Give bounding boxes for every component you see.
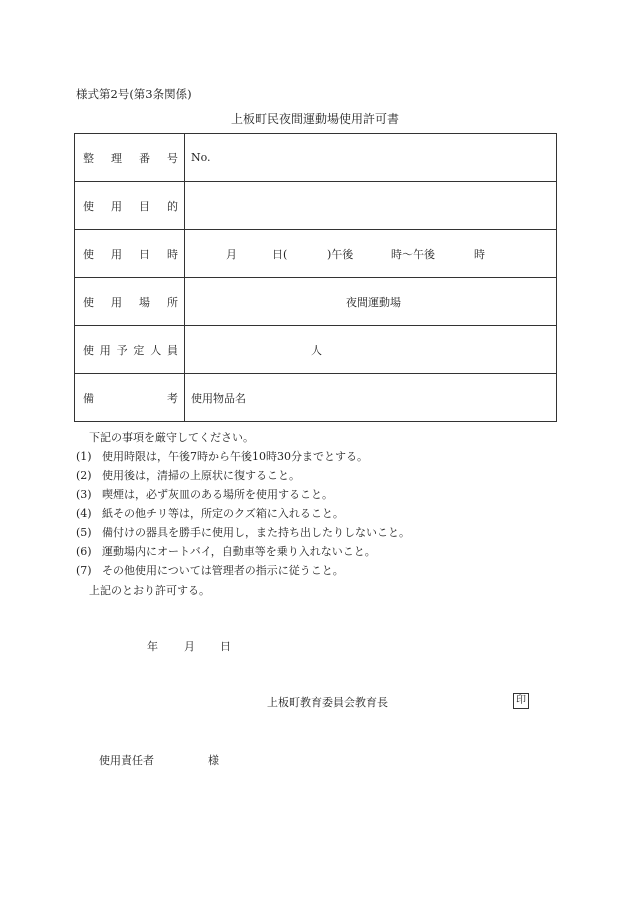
label-char: 使 xyxy=(83,295,94,309)
label-char: 用 xyxy=(99,343,111,357)
table-row-datetime xyxy=(75,230,557,278)
notice-intro: 下記の事項を厳守してください。 xyxy=(89,431,254,444)
date-month: 月 xyxy=(226,247,237,261)
rule-text: 喫煙は，必ず灰皿のある場所を使用すること。 xyxy=(102,488,333,501)
responsible-person-label: 使用責任者 xyxy=(99,754,154,767)
label-char: 使 xyxy=(83,343,94,357)
label-char: 備 xyxy=(83,391,94,405)
rule-text: 紙その他チリ等は，所定のクズ箱に入れること。 xyxy=(102,507,344,520)
time-to: 時〜午後 xyxy=(391,247,435,261)
table-row-location xyxy=(75,278,557,326)
table-row-remarks xyxy=(75,374,557,422)
closing-statement: 上記のとおり許可する。 xyxy=(89,584,210,597)
label-location xyxy=(75,278,185,326)
rule-item xyxy=(76,505,344,521)
label-char: 定 xyxy=(133,343,145,357)
issue-year: 年 xyxy=(147,640,158,653)
location-field[interactable]: 夜間運動場 xyxy=(185,278,557,326)
attendees-field[interactable] xyxy=(185,326,557,374)
rule-number: (5) xyxy=(76,526,92,539)
label-char: 所 xyxy=(167,295,178,309)
issue-day: 日 xyxy=(220,640,231,653)
table-row-ref-number xyxy=(75,134,557,182)
rule-item xyxy=(76,562,344,578)
label-char: 的 xyxy=(167,199,178,213)
label-attendees xyxy=(75,326,185,374)
time-hour: 時 xyxy=(474,247,485,261)
rule-text: 使用時限は，午後7時から午後10時30分までとする。 xyxy=(102,450,368,463)
time-pm-open: )午後 xyxy=(327,247,354,261)
purpose-field[interactable] xyxy=(185,182,557,230)
label-char: 使 xyxy=(83,199,94,213)
remarks-field[interactable]: 使用物品名 xyxy=(185,374,557,422)
label-char: 用 xyxy=(111,199,122,213)
rule-number: (4) xyxy=(76,507,92,520)
label-char: 人 xyxy=(150,343,162,357)
form-number: 様式第2号(第3条関係) xyxy=(76,87,192,101)
rule-text: 運動場内にオートバイ，自動車等を乗り入れないこと。 xyxy=(102,545,376,558)
rule-text: 備付けの器具を勝手に使用し，また持ち出したりしないこと。 xyxy=(102,526,410,539)
label-ref-number xyxy=(75,134,185,182)
ref-number-field[interactable]: No. xyxy=(185,134,557,182)
label-char: 日 xyxy=(139,247,150,261)
document-title: 上板町民夜間運動場使用許可書 xyxy=(230,112,399,126)
label-char: 目 xyxy=(139,199,150,213)
honorific-sama: 様 xyxy=(208,754,219,767)
label-char: 考 xyxy=(167,391,178,405)
label-char: 員 xyxy=(166,343,178,357)
rule-number: (6) xyxy=(76,545,92,558)
issue-month: 月 xyxy=(184,640,195,653)
datetime-field[interactable] xyxy=(185,230,557,278)
rule-text: 使用後は，清掃の上原状に復すること。 xyxy=(102,469,300,482)
label-char: 理 xyxy=(111,151,122,165)
rule-number: (1) xyxy=(76,450,92,463)
label-remarks xyxy=(75,374,185,422)
label-purpose xyxy=(75,182,185,230)
rule-item xyxy=(76,448,368,464)
rule-number: (7) xyxy=(76,564,92,577)
seal-stamp: 印 xyxy=(513,693,529,709)
rule-number: (2) xyxy=(76,469,92,482)
rule-item xyxy=(76,543,376,559)
label-char: 使 xyxy=(83,247,94,261)
rule-item xyxy=(76,524,410,540)
rule-number: (3) xyxy=(76,488,92,501)
label-char: 予 xyxy=(116,343,128,357)
table-row-attendees xyxy=(75,326,557,374)
rule-item xyxy=(76,486,333,502)
permit-form-table xyxy=(74,133,557,422)
label-char: 整 xyxy=(83,151,94,165)
label-char: 用 xyxy=(111,247,122,261)
label-char: 用 xyxy=(111,295,122,309)
table-row-purpose xyxy=(75,182,557,230)
label-char: 号 xyxy=(167,151,178,165)
label-datetime xyxy=(75,230,185,278)
label-char: 時 xyxy=(167,247,178,261)
rule-text: その他使用については管理者の指示に従うこと。 xyxy=(102,564,344,577)
date-day: 日( xyxy=(272,247,288,261)
label-char: 番 xyxy=(139,151,150,165)
rule-item xyxy=(76,467,300,483)
issuer-title: 上板町教育委員会教育長 xyxy=(267,696,388,709)
attendees-unit: 人 xyxy=(311,343,322,357)
label-char: 場 xyxy=(139,295,150,309)
